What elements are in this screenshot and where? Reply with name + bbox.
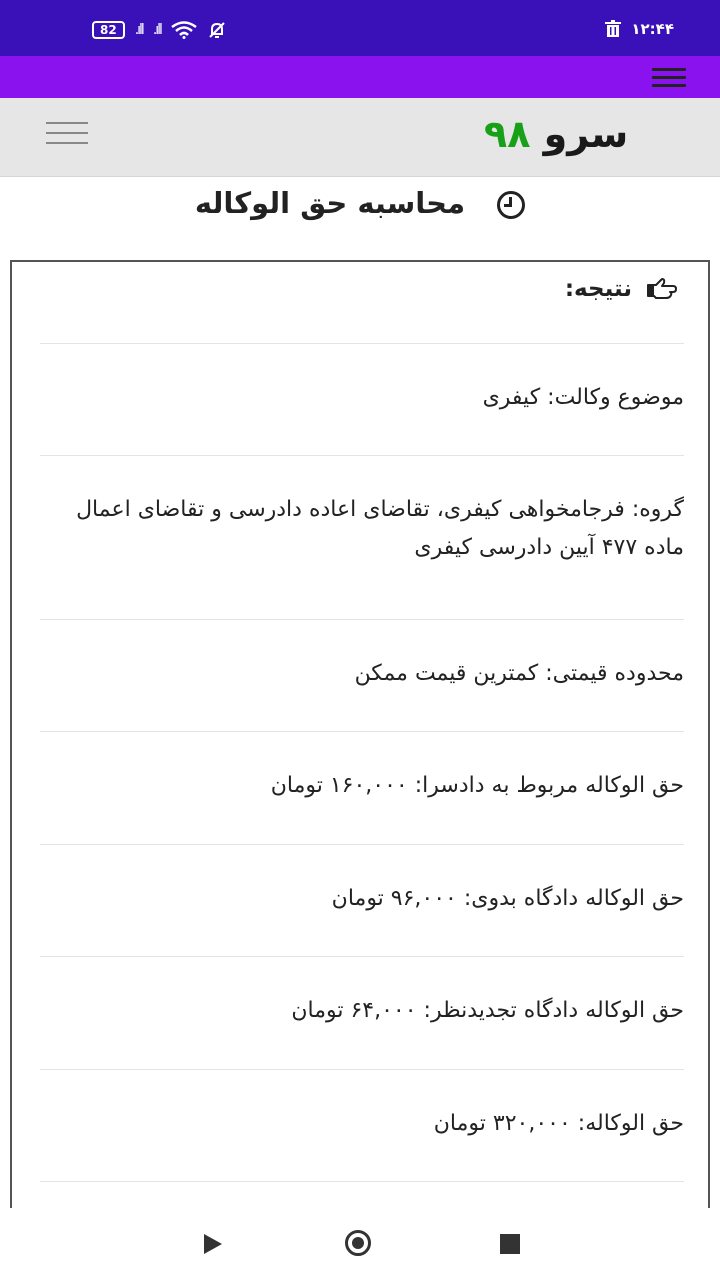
divider xyxy=(40,343,684,344)
hand-pointer-icon xyxy=(646,277,678,301)
status-icons-right xyxy=(605,20,674,38)
divider xyxy=(40,619,684,620)
divider xyxy=(40,956,684,957)
divider xyxy=(40,1069,684,1070)
bell-off-icon xyxy=(207,20,227,40)
back-icon[interactable] xyxy=(204,1234,222,1254)
divider xyxy=(40,1181,684,1182)
result-row-subject: موضوع وکالت: کیفری xyxy=(482,385,684,410)
battery-indicator: 82 xyxy=(92,21,125,39)
system-nav-bar xyxy=(0,1208,720,1280)
logo-word: سرو xyxy=(543,112,629,156)
result-card xyxy=(10,260,710,1242)
app-top-bar xyxy=(0,56,720,98)
result-row-price-range: محدوده قیمتی: کمترین قیمت ممکن xyxy=(354,661,684,686)
home-icon[interactable] xyxy=(345,1230,371,1256)
result-row-appeal-court-fee: حق الوکاله دادگاه تجدیدنظر: ۶۴,۰۰۰ تومان xyxy=(291,998,684,1023)
site-logo[interactable] xyxy=(484,112,628,156)
result-label: نتیجه: xyxy=(564,276,632,302)
wifi-icon xyxy=(171,21,197,39)
site-header xyxy=(0,98,720,177)
page-title xyxy=(0,186,720,230)
logo-number: ۹۸ xyxy=(484,112,531,156)
clock-icon xyxy=(497,191,525,219)
result-row-group: گروه: فرجامخواهی کیفری، تقاضای اعاده دادرسی و تقاضای اعمال ماده ۴۷۷ آیین دادرسی کیفری xyxy=(76,497,684,560)
page-title-text: محاسبه حق الوکاله xyxy=(194,186,466,220)
status-bar xyxy=(0,0,720,56)
result-row-prosecutor-fee: حق الوکاله مربوط به دادسرا: ۱۶۰,۰۰۰ تومان xyxy=(270,773,684,798)
trash-icon xyxy=(605,20,621,38)
status-icons-left xyxy=(92,20,227,40)
signal-icon-2: .ıll xyxy=(152,22,161,38)
divider xyxy=(40,455,684,456)
result-row-total-fee: حق الوکاله: ۳۲۰,۰۰۰ تومان xyxy=(433,1111,684,1136)
divider xyxy=(40,844,684,845)
recent-apps-icon[interactable] xyxy=(500,1234,520,1254)
hamburger-menu-icon[interactable] xyxy=(46,122,88,148)
clock-time: ۱۲:۴۴ xyxy=(631,20,674,38)
signal-icon: .ıll xyxy=(134,22,143,38)
divider xyxy=(40,731,684,732)
result-heading xyxy=(565,276,678,302)
menu-icon[interactable] xyxy=(652,68,686,86)
result-row-primary-court-fee: حق الوکاله دادگاه بدوی: ۹۶,۰۰۰ تومان xyxy=(331,886,684,911)
